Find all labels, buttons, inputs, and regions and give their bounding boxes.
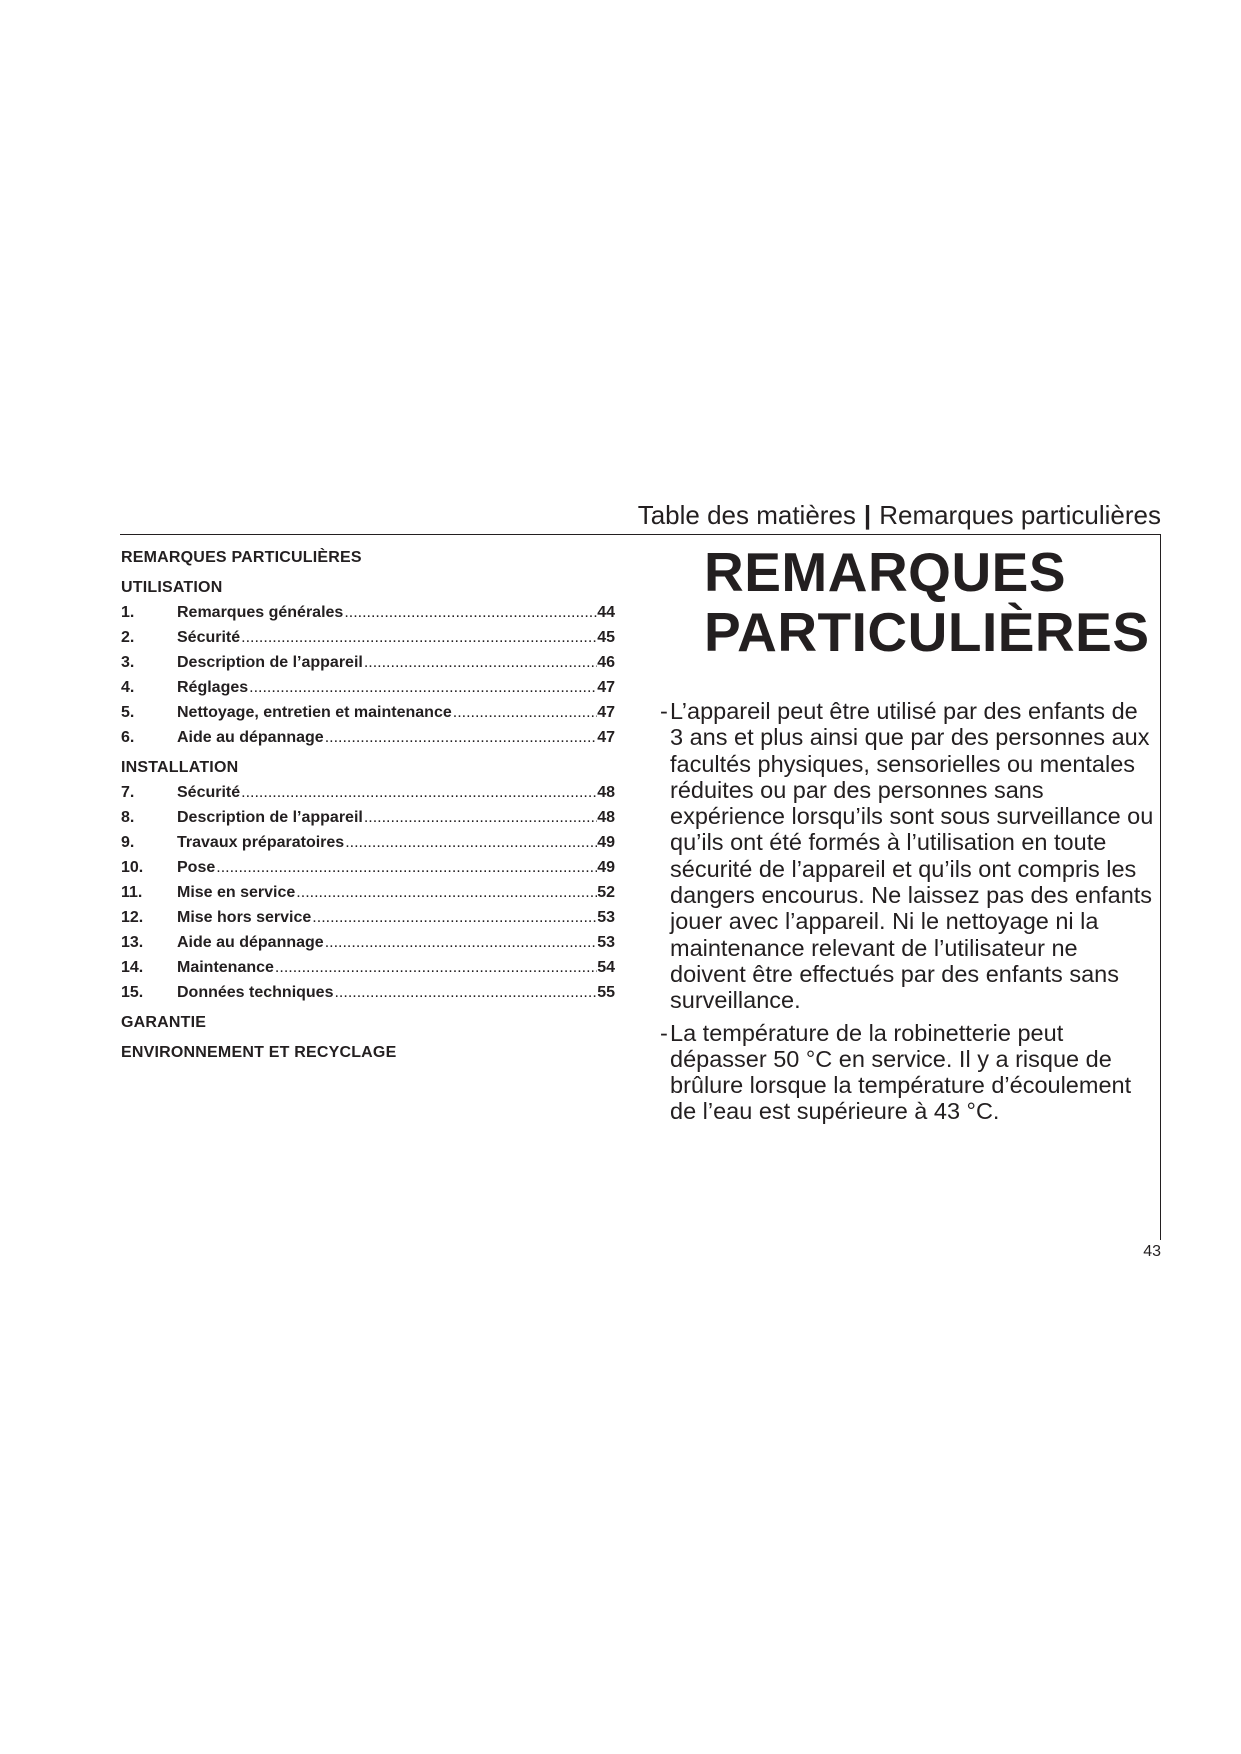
toc-leader-dots — [343, 600, 597, 625]
toc-leader-dots — [363, 650, 597, 675]
toc-leader-dots — [452, 700, 597, 725]
toc-entry[interactable] — [121, 855, 615, 880]
toc-entry-number: 4. — [121, 679, 135, 696]
toc-entry-number: 10. — [121, 859, 144, 876]
toc-entry-page: 47 — [597, 704, 615, 721]
toc-leader-dots — [333, 980, 597, 1005]
toc-entry-page: 52 — [597, 884, 615, 901]
safety-note — [660, 1020, 1156, 1125]
toc-entry-label: Travaux préparatoires — [177, 834, 345, 851]
toc-entry-label: Description de l’appareil — [177, 654, 363, 671]
toc-entry-number: 9. — [121, 834, 135, 851]
toc-leader-dots — [311, 905, 597, 930]
safety-notes — [660, 698, 1156, 1131]
toc-entry-page: 46 — [597, 654, 615, 671]
toc-entry-page: 48 — [597, 809, 615, 826]
toc-section-title: ENVIRONNEMENT ET RECYCLAGE — [121, 1044, 397, 1061]
toc-section-title: REMARQUES PARTICULIÈRES — [121, 549, 362, 566]
toc-entry-number: 14. — [121, 959, 144, 976]
toc-entry-number: 13. — [121, 934, 144, 951]
running-header — [638, 500, 1161, 531]
toc-leader-dots — [344, 830, 597, 855]
toc-entry-label: Aide au dépannage — [177, 934, 324, 951]
toc-entry[interactable] — [121, 880, 615, 905]
toc-entry[interactable] — [121, 675, 615, 700]
toc-section-title: GARANTIE — [121, 1014, 207, 1031]
toc-entry-label: Aide au dépannage — [177, 729, 324, 746]
toc-entry-number: 2. — [121, 629, 135, 646]
toc-entry[interactable] — [121, 905, 615, 930]
toc-entry-label: Données techniques — [177, 984, 334, 1001]
toc-entry[interactable] — [121, 600, 615, 625]
toc-entry[interactable] — [121, 805, 615, 830]
margin-rule — [1160, 534, 1161, 1240]
toc-entry-number: 7. — [121, 784, 135, 801]
toc-entry-label: Mise en service — [177, 884, 296, 901]
toc-entry-number: 5. — [121, 704, 135, 721]
toc-entry[interactable] — [121, 780, 615, 805]
toc-entry-page: 49 — [597, 834, 615, 851]
toc-entry-label: Pose — [177, 859, 216, 876]
toc-entry-page: 45 — [597, 629, 615, 646]
toc-entry-page: 54 — [597, 959, 615, 976]
toc-entry-page: 53 — [597, 934, 615, 951]
header-right: Remarques particulières — [879, 500, 1161, 530]
header-left: Table des matières — [637, 500, 856, 530]
toc-leader-dots — [363, 805, 597, 830]
toc-entry-label: Sécurité — [177, 629, 241, 646]
toc-entry-label: Réglages — [177, 679, 249, 696]
toc-entry-label: Mise hors service — [177, 909, 312, 926]
page-title-line-1: REMARQUES — [704, 541, 1067, 603]
toc-entry-number: 12. — [121, 909, 144, 926]
bullet-dash: - — [660, 698, 668, 724]
toc-entry-page: 48 — [597, 784, 615, 801]
toc-entry[interactable] — [121, 830, 615, 855]
toc-entry-label: Sécurité — [177, 784, 241, 801]
toc-entry-number: 11. — [121, 884, 143, 901]
page-title-line-2: PARTICULIÈRES — [704, 601, 1150, 663]
header-rule — [120, 534, 1161, 535]
safety-note — [660, 698, 1156, 1014]
safety-note-text: La température de la robinetterie peut dépasser 50 °C en service. Il y a risque de brûlure lorsque la température d’écoulement de l’eau est supérieure à 43 °C. — [670, 1019, 1132, 1125]
toc-entry[interactable] — [121, 725, 615, 750]
toc-leader-dots — [324, 930, 598, 955]
toc-entry[interactable] — [121, 650, 615, 675]
toc-entry-number: 6. — [121, 729, 135, 746]
toc-entry-number: 1. — [121, 604, 135, 621]
toc-leader-dots — [240, 625, 597, 650]
toc-entry-page: 44 — [597, 604, 615, 621]
safety-note-text: L’appareil peut être utilisé par des enfants de 3 ans et plus ainsi que par des personnes aux facultés physiques, sensorielles ou mentales réduites ou par des personnes sans expérience lorsqu’ils sont sous surveillance ou qu’ils ont été formés à l’utilisation en toute sécurité de l’appareil et qu’ils ont compris les dangers encourus. Ne laissez pas des enfants jouer avec l’appareil. Ni le nettoyage ni la maintenance relevant de l’utilisateur ne doivent être effectués par des enfants sans surveillance. — [670, 698, 1154, 1014]
toc-entry[interactable] — [121, 625, 615, 650]
toc-leader-dots — [248, 675, 597, 700]
toc-entry[interactable] — [121, 955, 615, 980]
toc-entry-label: Remarques générales — [177, 604, 344, 621]
toc-entry-page: 49 — [597, 859, 615, 876]
toc-entry-page: 53 — [597, 909, 615, 926]
toc-entry-label: Nettoyage, entretien et maintenance — [177, 704, 452, 721]
toc-leader-dots — [240, 780, 597, 805]
table-of-contents — [121, 545, 615, 1065]
toc-entry-page: 55 — [597, 984, 615, 1001]
page-title — [704, 542, 1150, 662]
toc-entry-number: 8. — [121, 809, 135, 826]
toc-entry-label: Description de l’appareil — [177, 809, 363, 826]
toc-entry[interactable] — [121, 930, 615, 955]
toc-leader-dots — [215, 855, 597, 880]
toc-entry[interactable] — [121, 980, 615, 1005]
toc-leader-dots — [274, 955, 597, 980]
toc-entry-label: Maintenance — [177, 959, 274, 976]
toc-section-title: INSTALLATION — [121, 759, 239, 776]
toc-entry-page: 47 — [597, 729, 615, 746]
toc-entry-number: 3. — [121, 654, 135, 671]
page-number: 43 — [1143, 1243, 1161, 1260]
bullet-dash: - — [660, 1019, 668, 1046]
header-separator: | — [863, 500, 872, 530]
toc-leader-dots — [295, 880, 597, 905]
toc-entry-page: 47 — [597, 679, 615, 696]
toc-leader-dots — [324, 725, 598, 750]
toc-section-title: UTILISATION — [121, 579, 223, 596]
toc-entry-number: 15. — [121, 984, 144, 1001]
toc-entry[interactable] — [121, 700, 615, 725]
